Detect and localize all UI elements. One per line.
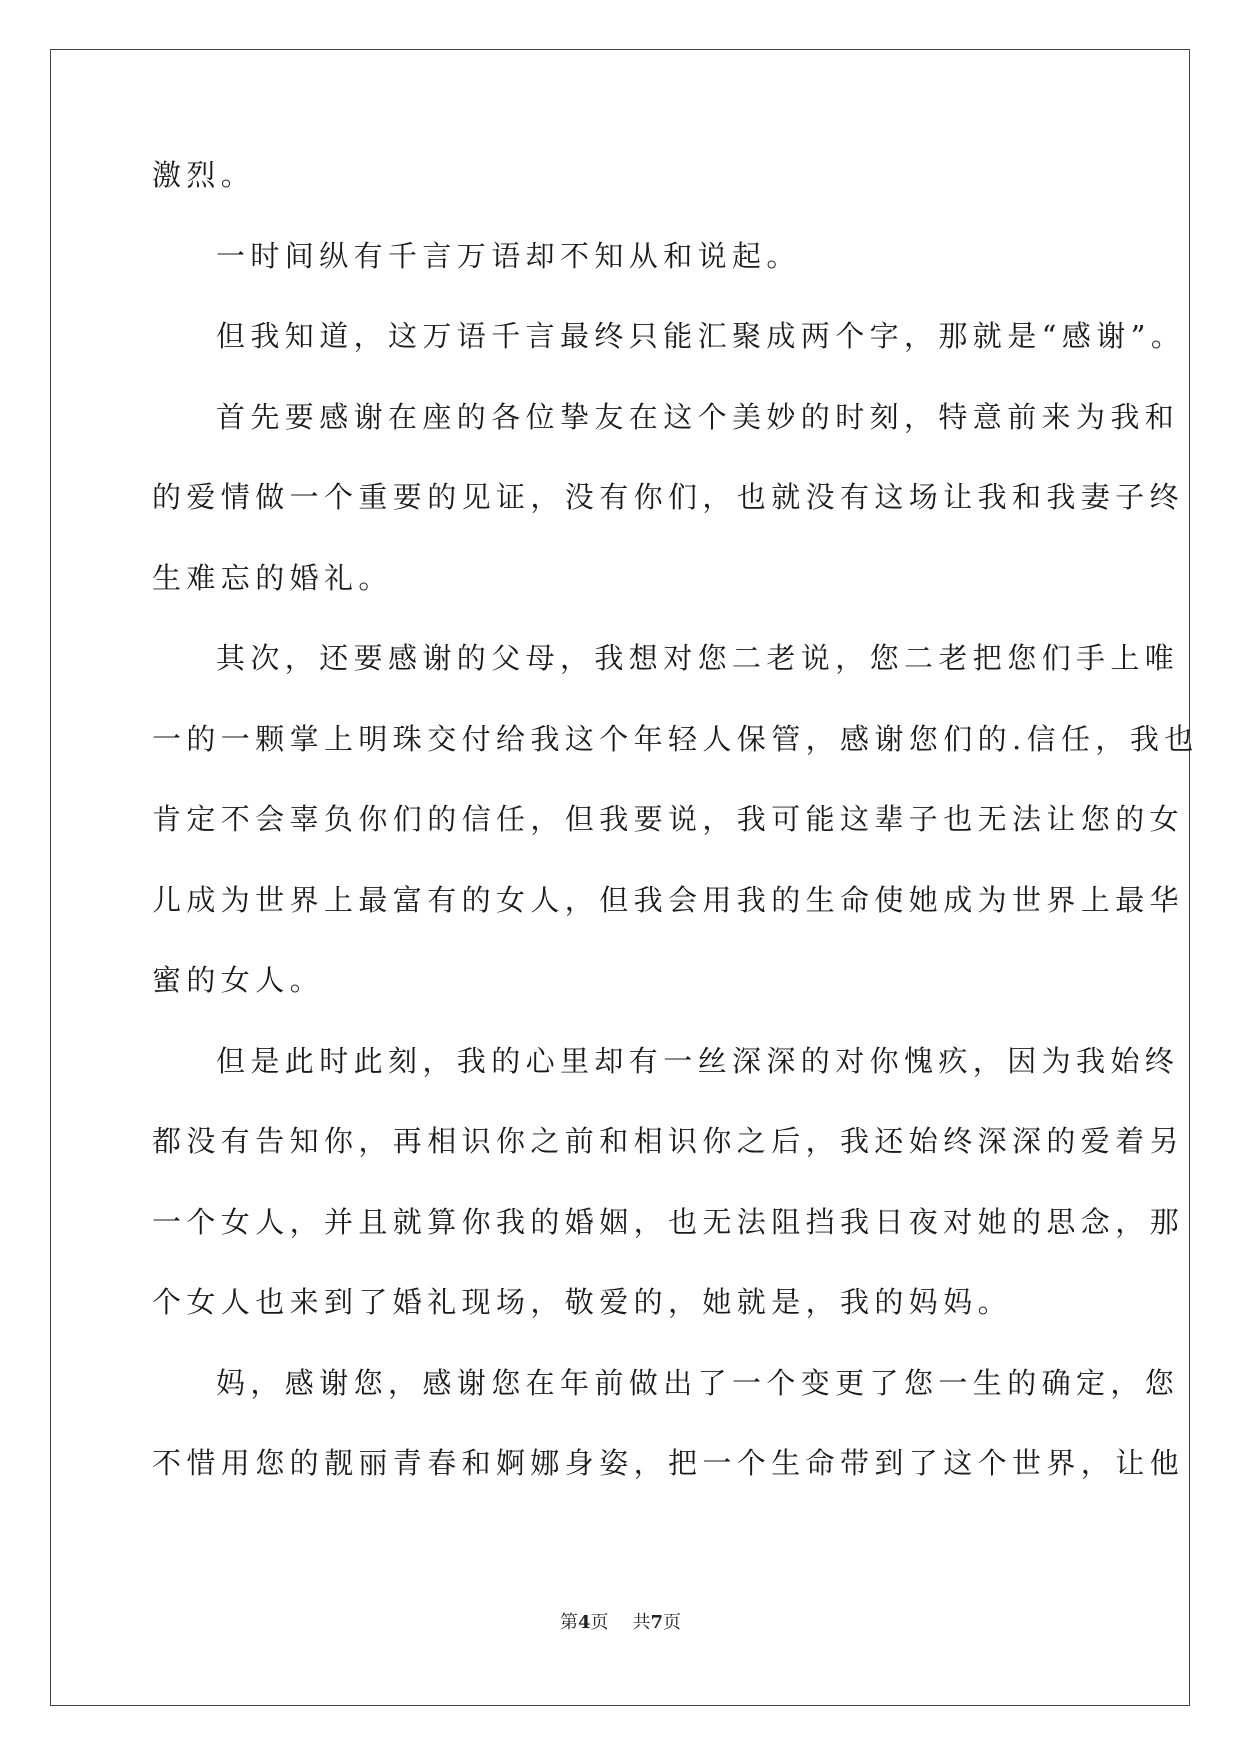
text-line: 儿成为世界上最富有的女人，但我会用我的生命使她成为世界上最华	[152, 882, 1185, 917]
text-line: 妈，感谢您，感谢您在年前做出了一个变更了您一生的确定，您	[216, 1365, 1180, 1400]
text-line: 但我知道，这万语千言最终只能汇聚成两个字，那就是“感谢”。	[216, 319, 1186, 353]
text-line: 一个女人，并且就算你我的婚姻，也无法阻挡我日夜对她的思念，那	[152, 1204, 1185, 1239]
text-line: 一时间纵有千言万语却不知从和说起。	[216, 238, 801, 273]
page-prefix: 第	[559, 1612, 578, 1633]
text-line: 蜜的女人。	[152, 963, 325, 997]
text-line: 激烈。	[152, 158, 256, 192]
total-page-number: 7	[650, 1612, 664, 1633]
text-line: 都没有告知你，再相识你之前和相识你之后，我还始终深深的爱着另	[152, 1124, 1185, 1158]
text-line: 的爱情做一个重要的见证，没有你们，也就没有这场让我和我妻子终	[152, 480, 1185, 514]
current-page-number: 4	[577, 1612, 591, 1633]
total-prefix: 共	[632, 1612, 651, 1633]
text-line: 首先要感谢在座的各位挚友在这个美妙的时刻，特意前来为我和	[216, 399, 1180, 434]
text-line: 生难忘的婚礼。	[152, 560, 393, 595]
text-line: 肯定不会辜负你们的信任，但我要说，我可能这辈子也无法让您的女	[152, 802, 1185, 836]
page-suffix: 页	[590, 1612, 609, 1633]
document-body	[152, 158, 1199, 1529]
total-suffix: 页	[663, 1612, 682, 1633]
text-line: 其次，还要感谢的父母，我想对您二老说，您二老把您们手上唯	[216, 641, 1180, 675]
page-footer	[0, 1612, 1241, 1634]
text-line: 不惜用您的靓丽青春和婀娜身姿，把一个生命带到了这个世界，让他	[152, 1446, 1185, 1480]
text-line: 一的一颗掌上明珠交付给我这个年轻人保管，感谢您们的.信任，我也	[152, 721, 1199, 756]
text-line: 但是此时此刻，我的心里却有一丝深深的对你愧疚，因为我始终	[216, 1043, 1180, 1078]
text-line: 个女人也来到了婚礼现场，敬爱的，她就是，我的妈妈。	[152, 1285, 1013, 1319]
